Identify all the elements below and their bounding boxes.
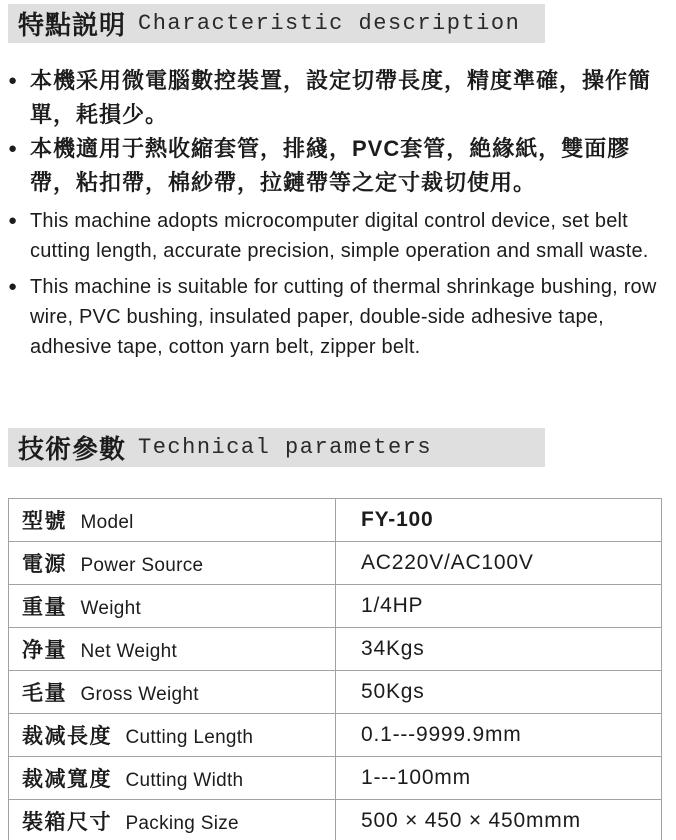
spec-value-cell [336,800,662,840]
spec-label-zh: 裁减寬度 [22,768,112,791]
spec-value-cell [336,542,662,585]
spec-row-net-weight [9,628,662,671]
feature-text-en-2: This machine is suitable for cutting of thermal shrinkage bushing, row wire, PVC bushing, insulated paper, double-side adhesive tape, adhesive tape, cotton yarn belt, zipper belt. [30,276,657,358]
bullet-icon: ● [8,278,18,295]
section-title-en: Characteristic description [138,11,521,36]
spec-value: 0.1---9999.9mm [361,723,522,746]
spec-label-zh: 重量 [22,596,67,619]
spec-label-en: Weight [80,598,142,619]
spec-label-en: Packing Size [125,813,239,834]
spec-row-gross-weight [9,671,662,714]
feature-bullet-en-1 [8,206,670,266]
spec-label-zh: 净量 [22,639,67,662]
feature-text-zh-2: 本機適用于熱收縮套管，排綫，PVC套管，絶緣紙，雙面膠帶，粘扣帶，棉紗帶，拉鏈帶等之定寸裁切使用。 [30,136,631,195]
spec-label-zh: 電源 [22,553,67,576]
section-title-zh: 技術參數 [18,434,127,464]
spec-label-cell [9,757,336,800]
spec-value: 50Kgs [361,680,425,703]
spec-label-en: Gross Weight [80,684,199,705]
spec-label-cell [9,499,336,542]
spec-value: 1/4HP [361,594,424,617]
spec-row-power-source [9,542,662,585]
section-header-characteristics [8,4,545,43]
spec-value-cell [336,628,662,671]
spec-label-cell [9,671,336,714]
section-title-en: Technical parameters [138,435,433,460]
spec-value-cell [336,757,662,800]
spec-label-zh: 裝箱尺寸 [22,811,112,834]
spec-label-en: Cutting Width [125,770,244,791]
bullet-icon: ● [8,212,18,229]
spec-table [8,498,662,840]
spec-label-en: Net Weight [80,641,178,662]
spec-label-en: Cutting Length [125,727,254,748]
feature-bullet-zh-1 [8,64,670,132]
spec-row-weight [9,585,662,628]
spec-label-en: Power Source [80,555,204,576]
spec-label-zh: 型號 [22,510,67,533]
spec-value-cell [336,585,662,628]
spec-label-cell [9,800,336,840]
spec-label-cell [9,714,336,757]
spec-value: 34Kgs [361,637,425,660]
spec-value: 500 × 450 × 450mmm [361,809,581,832]
spec-row-packing-size [9,800,662,840]
spec-label-cell [9,585,336,628]
section-header-parameters [8,428,545,467]
spec-row-model [9,499,662,542]
feature-text-en-1: This machine adopts microcomputer digital control device, set belt cutting length, accurate precision, simple operation and small waste. [30,210,649,262]
spec-value: AC220V/AC100V [361,551,534,574]
bullet-icon: ● [8,72,18,89]
spec-label-en: Model [80,512,134,533]
spec-value-cell [336,714,662,757]
spec-value-cell [336,671,662,714]
feature-bullet-zh-2 [8,132,670,200]
spec-row-cutting-length [9,714,662,757]
feature-text-zh-1: 本機采用微電腦數控裝置，設定切帶長度，精度準確，操作簡單，耗損少。 [30,68,652,127]
feature-list [8,64,670,362]
spec-label-cell [9,542,336,585]
spec-label-zh: 裁减長度 [22,725,112,748]
spec-value-cell [336,499,662,542]
spec-value: 1---100mm [361,766,471,789]
bullet-icon: ● [8,140,18,157]
spec-label-cell [9,628,336,671]
section-title-zh: 特點説明 [18,10,127,40]
spec-value: FY-100 [361,508,434,531]
spec-row-cutting-width [9,757,662,800]
feature-bullet-en-2 [8,272,670,362]
spec-label-zh: 毛量 [22,682,67,705]
